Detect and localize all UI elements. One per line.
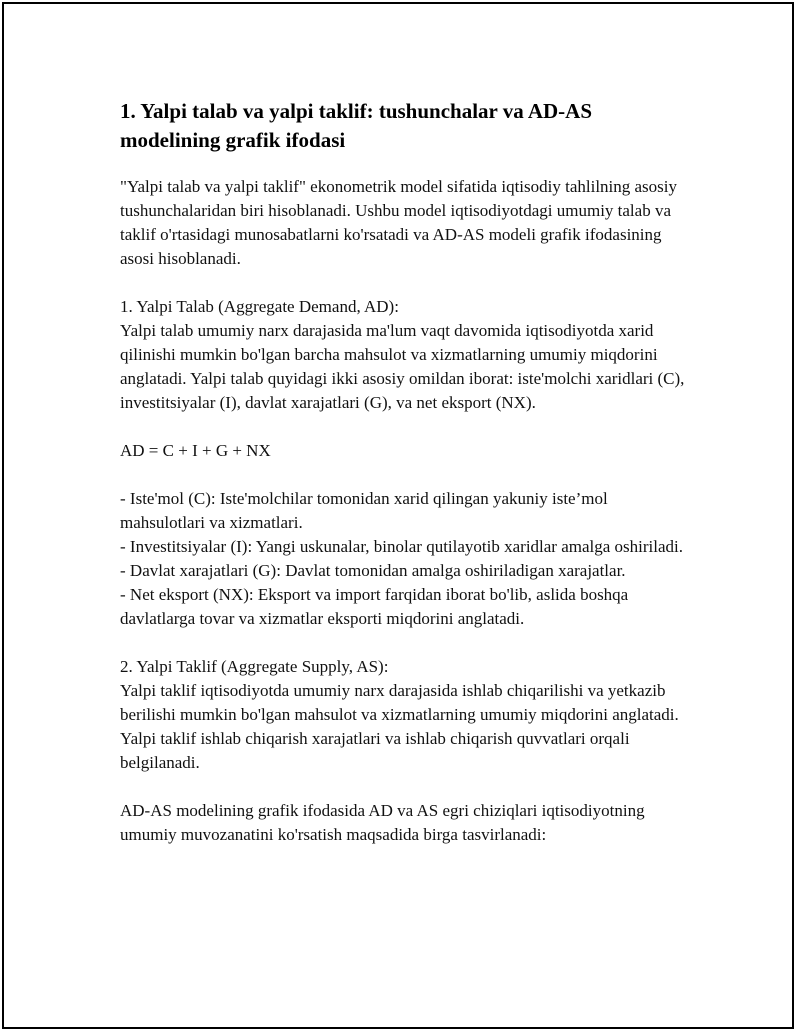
aggregate-demand-section [120, 295, 692, 415]
aggregate-supply-section [120, 655, 692, 775]
aggregate-demand-heading: 1. Yalpi Talab (Aggregate Demand, AD): [120, 297, 399, 316]
document-page [2, 2, 794, 1029]
aggregate-supply-body: Yalpi taklif iqtisodiyotda umumiy narx darajasida ishlab chiqarilishi va yetkazib berilishi mumkin bo'lgan mahsulot va xizmatlarning umumiy miqdorini anglatadi. Yalpi taklif ishlab chiqarish xarajatlari va ishlab chiqarish quvvatlari orqali belgilanadi. [120, 681, 679, 772]
component-government: - Davlat xarajatlari (G): Davlat tomonidan amalga oshiriladigan xarajatlar. [120, 561, 626, 580]
aggregate-supply-heading: 2. Yalpi Taklif (Aggregate Supply, AS): [120, 657, 389, 676]
document-content [120, 97, 692, 871]
component-net-exports: - Net eksport (NX): Eksport va import farqidan iborat bo'lib, aslida boshqa davlatlarga tovar va xizmatlar eksporti miqdorini anglatadi. [120, 585, 629, 628]
component-consumption: - Iste'mol (C): Iste'molchilar tomonidan xarid qilingan yakuniy iste’mol mahsulotlari va xizmatlari. [120, 489, 608, 532]
intro-paragraph: "Yalpi talab va yalpi taklif" ekonometrik model sifatida iqtisodiy tahlilning asosiy tushunchalaridan biri hisoblanadi. Ushbu model iqtisodiyotdagi umumiy talab va taklif o'rtasidagi munosabatlarni ko'rsatadi va AD-AS modeli grafik ifodasining asosi hisoblanadi. [120, 177, 678, 268]
document-title: 1. Yalpi talab va yalpi taklif: tushunchalar va AD-AS modelining grafik ifodasi [120, 99, 593, 152]
component-investment: - Investitsiyalar (I): Yangi uskunalar, binolar qutilayotib xaridlar amalga oshiriladi. [120, 537, 684, 556]
aggregate-demand-body: Yalpi talab umumiy narx darajasida ma'lum vaqt davomida iqtisodiyotda xarid qilinishi mumkin bo'lgan barcha mahsulot va xizmatlarning umumiy miqdorini anglatadi. Yalpi talab quyidagi ikki asosiy omildan iborat: iste'molchi xaridlari (C), investitsiyalar (I), davlat xarajatlari (G), va net eksport (NX). [120, 321, 685, 412]
aggregate-demand-formula: AD = C + I + G + NX [120, 441, 271, 460]
conclusion-paragraph: AD-AS modelining grafik ifodasida AD va AS egri chiziqlari iqtisodiyotning umumiy muvozanatini ko'rsatish maqsadida birga tasvirlanadi: [120, 801, 645, 844]
demand-components-list [120, 487, 692, 631]
